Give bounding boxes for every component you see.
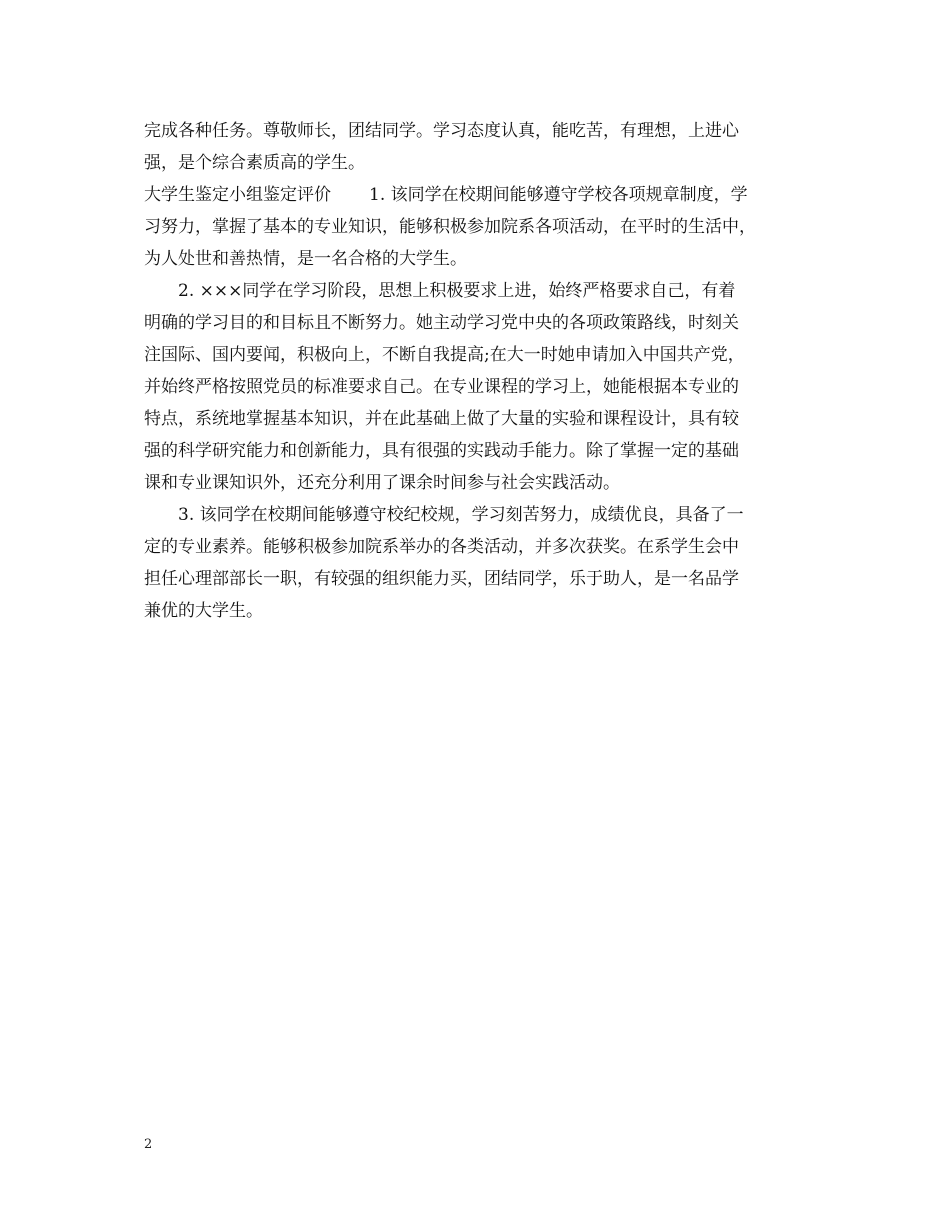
text-line: 2. ×××同学在学习阶段，思想上积极要求上进，始终严格要求自己，有着 (178, 281, 736, 301)
text-line: 完成各种任务。尊敬师长，团结同学。学习态度认真，能吃苦，有理想，上进心 (144, 121, 739, 141)
text-line: 明确的学习目的和目标且不断努力。她主动学习党中央的各项政策路线，时刻关 (144, 313, 739, 333)
text-line: 3. 该同学在校期间能够遵守校纪校规，学习刻苦努力，成绩优良，具备了一 (178, 505, 744, 525)
document-body (144, 115, 820, 627)
text-line: 担任心理部部长一职，有较强的组织能力买，团结同学，乐于助人，是一名品学 (144, 569, 739, 589)
text-line: 强的科学研究能力和创新能力，具有很强的实践动手能力。除了掌握一定的基础 (144, 441, 739, 461)
section-heading: 大学生鉴定小组鉴定评价 (144, 185, 331, 205)
text-line: 强，是个综合素质高的学生。 (144, 153, 365, 173)
item-1-first-line: 1. 该同学在校期间能够遵守学校各项规章制度，学 (369, 185, 748, 205)
text-line: 注国际、国内要闻，积极向上，不断自我提高;在大一时她申请加入中国共产党， (144, 345, 745, 365)
page-number: 2 (144, 1137, 153, 1152)
evaluation-item-3 (144, 499, 820, 627)
evaluation-item-1 (144, 179, 820, 275)
text-line: 并始终严格按照党员的标准要求自己。在专业课程的学习上，她能根据本专业的 (144, 377, 739, 397)
text-line: 特点，系统地掌握基本知识，并在此基础上做了大量的实验和课程设计，具有较 (144, 409, 739, 429)
text-line: 习努力，掌握了基本的专业知识，能够积极参加院系各项活动，在平时的生活中， (144, 217, 756, 237)
evaluation-item-2 (144, 275, 820, 499)
text-line: 兼优的大学生。 (144, 601, 263, 621)
text-line: 为人处世和善热情，是一名合格的大学生。 (144, 249, 467, 269)
text-line: 定的专业素养。能够积极参加院系举办的各类活动，并多次获奖。在系学生会中 (144, 537, 739, 557)
intro-paragraph (144, 115, 820, 179)
text-line (144, 179, 820, 211)
text-line: 课和专业课知识外，还充分利用了课余时间参与社会实践活动。 (144, 473, 620, 493)
